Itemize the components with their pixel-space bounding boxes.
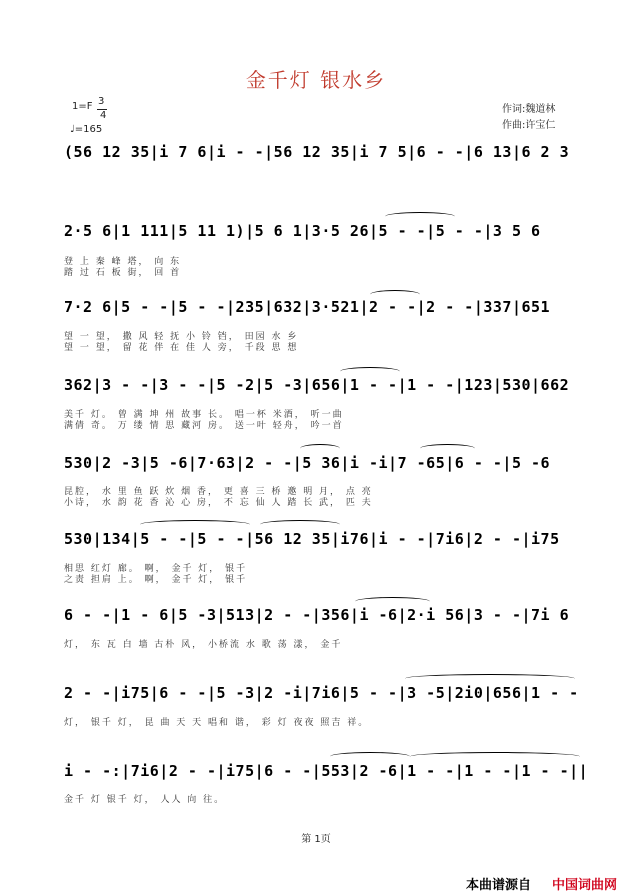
slur-mark (355, 597, 430, 606)
notation-row-4: 362|3 - -|3 - -|5 -2|5 -3|656|1 - -|1 - -|123|530|662 (64, 376, 570, 394)
slur-mark (410, 752, 580, 761)
slur-mark (340, 367, 400, 376)
lyric-row-2-verse-2: 踏 过 石 板 街， 回 首 (64, 268, 182, 278)
site-watermark-link[interactable]: 中国词曲网 (552, 878, 618, 893)
lyric-row-6-verse-1: 相思 红灯 廊。 啊， 金千 灯， 银千 (64, 564, 248, 574)
time-signature-bottom: 4 (100, 110, 107, 121)
lyric-row-2-verse-1: 登 上 秦 峰 塔， 向 东 (64, 257, 182, 267)
slur-mark (420, 444, 475, 453)
source-watermark-label: 本曲谱源自 (466, 878, 532, 893)
lyric-row-3-verse-2: 望 一 望， 留 花 伴 在 佳 人 旁， 千段 思 想 (64, 343, 299, 353)
lyric-row-8: 灯， 银千 灯， 昆 曲 天 天 唱和 谐， 彩 灯 夜夜 照吉 祥。 (64, 718, 370, 728)
lyric-row-9: 金千 灯 银千 灯， 人人 向 往。 (64, 795, 226, 805)
notation-row-5: 530|2 -3|5 -6|7·63|2 - -|5 36|i -i|7 -65|6 - -|5 -6 (64, 454, 551, 472)
lyric-row-5-verse-1: 昆腔， 水 里 鱼 跃 炊 烟 香， 更 喜 三 桥 邀 明 月， 点 亮 (64, 487, 373, 497)
lyric-row-5-verse-2: 小诗， 水 韵 花 香 沁 心 房， 不 忘 仙 人 踏 长 武， 匹 夫 (64, 498, 373, 508)
key-signature: 1=F (72, 101, 93, 112)
notation-row-2: 2·5 6|1 111|5 11 1)|5 6 1|3·5 26|5 - -|5 - -|3 5 6 (64, 222, 541, 240)
lyricist-credit: 作词:魏道林 (502, 104, 556, 115)
notation-row-8: 2 - -|i75|6 - -|5 -3|2 -i|7i6|5 - -|3 -5|2i0|656|1 - - (64, 684, 579, 702)
lyric-row-4-verse-2: 满倩 奇。 万 缕 情 思 藏河 房。 送一叶 轻舟， 吟一首 (64, 421, 344, 431)
notation-row-9: i - -:|7i6|2 - -|i75|6 - -|553|2 -6|1 - -|1 - -|1 - -|| (64, 762, 589, 780)
slur-mark (300, 444, 340, 453)
notation-row-1: (56 12 35|i 7 6|i - -|56 12 35|i 7 5|6 - -|6 13|6 2 3 (64, 143, 570, 161)
song-title: 金千灯 银水乡 (245, 68, 387, 92)
notation-row-6: 530|134|5 - -|5 - -|56 12 35|i76|i - -|7i6|2 - -|i75 (64, 530, 560, 548)
slur-mark (370, 290, 420, 299)
lyric-row-3-verse-1: 望 一 望， 撒 风 轻 抚 小 铃 铛， 田园 水 乡 (64, 332, 299, 342)
lyric-row-6-verse-2: 之责 担肩 上。 啊， 金千 灯， 银千 (64, 575, 248, 585)
slur-mark (260, 520, 340, 529)
page-number: 第 1页 (301, 834, 331, 845)
lyric-row-7: 灯， 东 瓦 白 墙 古朴 风， 小桥流 水 歌 荡 漾， 金千 (64, 640, 343, 650)
notation-row-7: 6 - -|1 - 6|5 -3|513|2 - -|356|i -6|2·i 56|3 - -|7i 6 (64, 606, 570, 624)
lyric-row-4-verse-1: 美千 灯。 曾 满 坤 州 故事 长。 唱一杯 米酒， 听一曲 (64, 410, 344, 420)
slur-mark (330, 752, 410, 761)
slur-mark (385, 212, 455, 221)
slur-mark (405, 674, 575, 683)
notation-row-3: 7·2 6|5 - -|5 - -|235|632|3·521|2 - -|2 - -|337|651 (64, 298, 551, 316)
composer-credit: 作曲:许宝仁 (502, 120, 556, 131)
time-signature-top: 3 (98, 96, 105, 107)
tempo-marking: ♩=165 (70, 124, 103, 135)
slur-mark (140, 520, 250, 529)
